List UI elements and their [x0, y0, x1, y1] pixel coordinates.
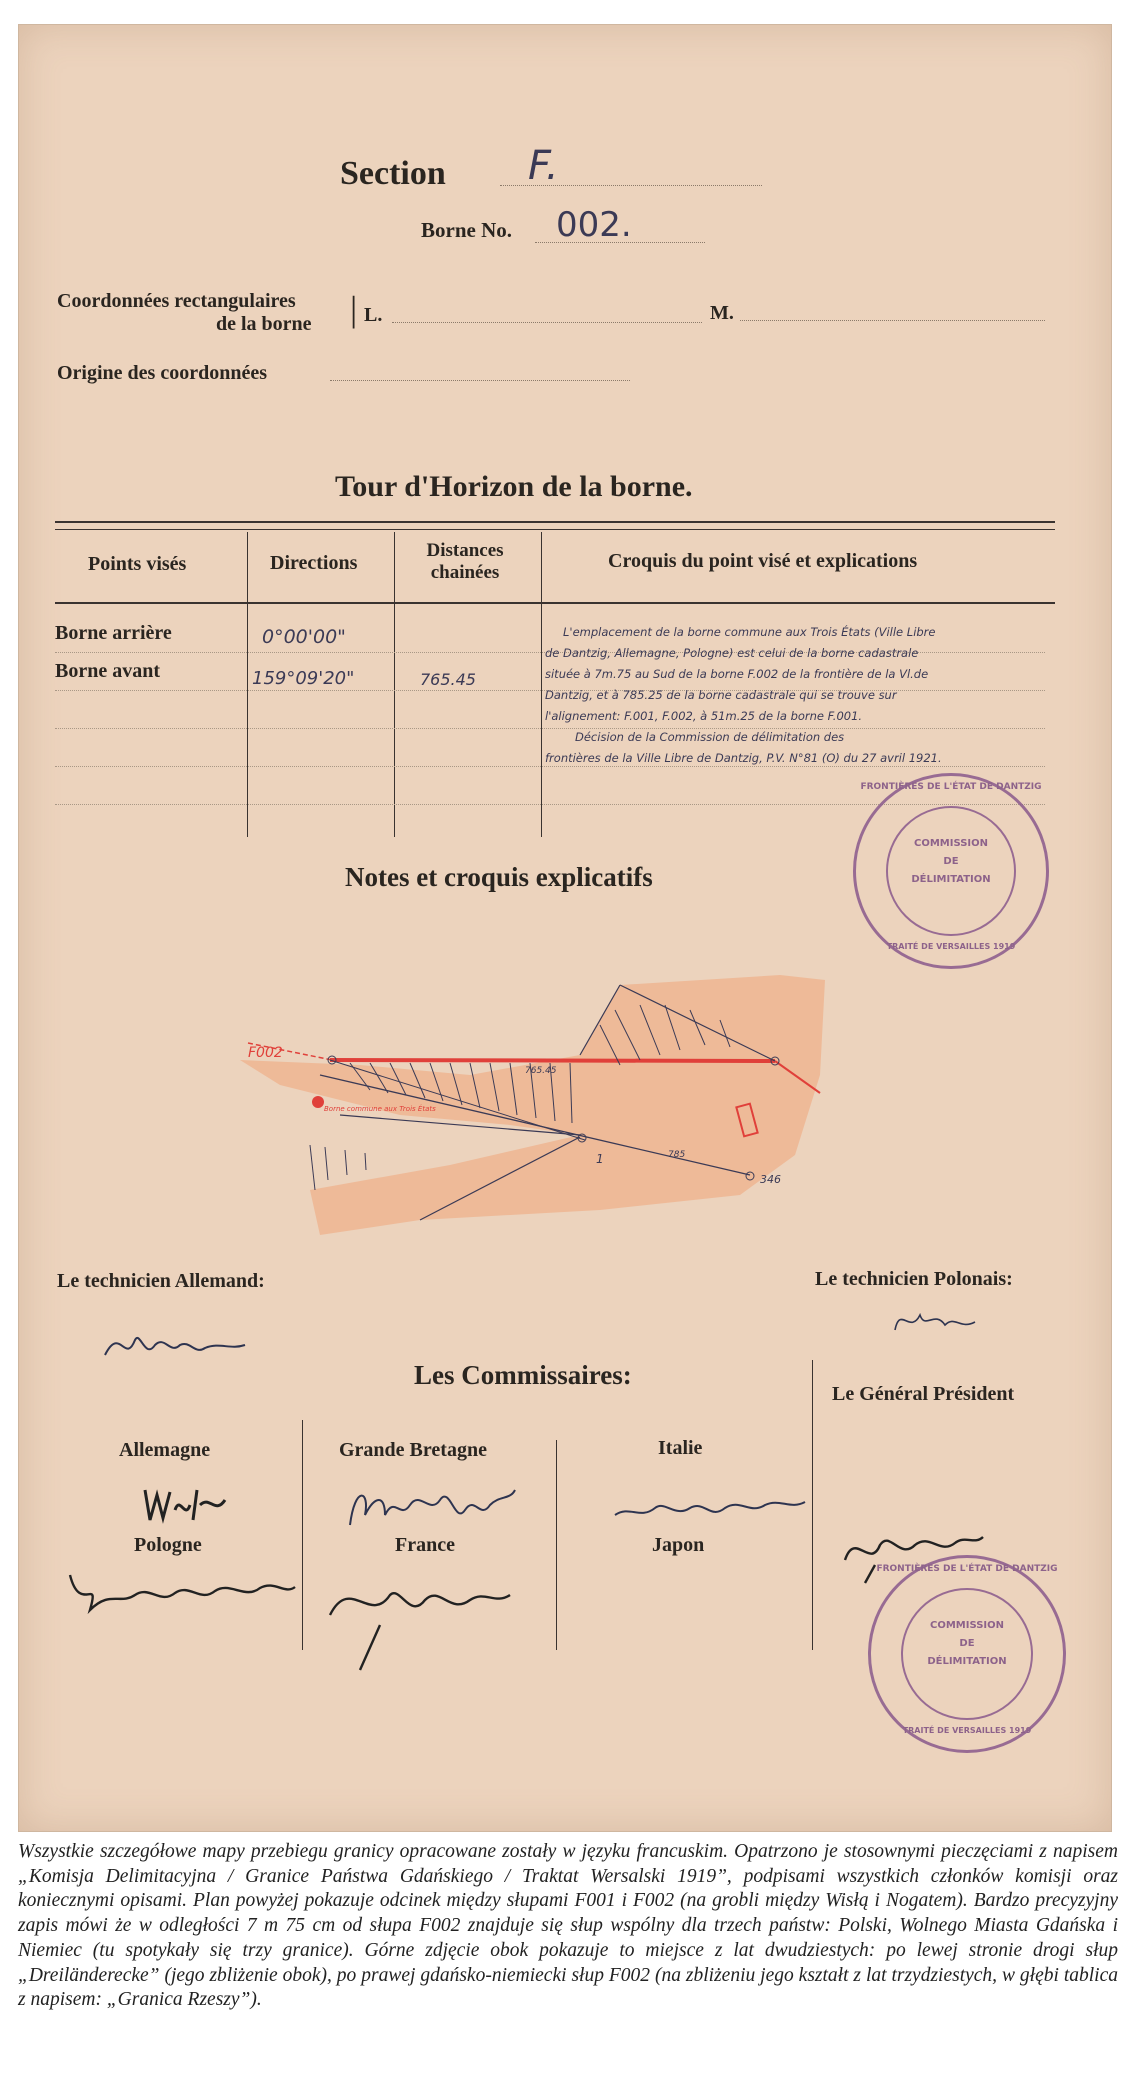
signature-tech-pl	[890, 1300, 980, 1340]
caption: Wszystkie szczegółowe mapy przebiegu granicy opracowane zostały w języku francuskim. Opatrzono je stosownymi pieczęciami z napisem „Komisja Delimitacyjna / Granice Państwa Gdańskiego / Traktat Wersalski 1919”, podpisami wszystkich członków komisji oraz koniecznymi opisami. Plan powyżej pokazuje odcinek między słupami F001 i F002 (na grobli między Wisłą i Nogatem). Bardzo precyzyjny zapis mówi że w odległości 7 m 75 cm od słupa F002 znajduje się słup wspólny dla trzech państw: Polski, Wolnego Miasta Gdańska i Niemiec (tu spotykały się trzy granice). Górne zdjęcie obok pokazuje to miejsce z lat dwudziestych: po lewej stronie drogi słup „Dreiländerecke” (jego zbliżenie obok), po prawej gdańsko-niemiecki słup F002 (na zbliżeniu jego kształt z lat trzydziestych, w głębi tablica z napisem: „Granica Rzeszy”).	[18, 1841, 1118, 2011]
signature-pologne	[60, 1555, 300, 1625]
explanation-line: située à 7m.75 au Sud de la borne F.002 de la frontière de la Vl.de	[545, 667, 929, 681]
explanation-line: Décision de la Commission de délimitation des	[575, 730, 845, 744]
borne-value: 002.	[556, 205, 632, 245]
notes-title: Notes et croquis explicatifs	[345, 862, 653, 892]
table-vline-1	[247, 532, 248, 837]
section-dotline	[500, 185, 762, 186]
stamp-top-center-1: COMMISSION	[913, 838, 988, 849]
col-header-distances: Distances chainées	[426, 540, 504, 583]
stamp-bottom-center-1: COMMISSION	[929, 1620, 1004, 1631]
origin-dotline	[330, 380, 630, 381]
stamp-top-ring: FRONTIÈRES DE L'ÉTAT DE DANTZIG	[860, 782, 1042, 792]
sketch-map	[220, 965, 840, 1250]
explanation-line: de Dantzig, Allemagne, Pologne) est celui de la borne cadastrale	[545, 646, 919, 660]
table-header-rule	[55, 602, 1055, 604]
col-header-points: Points visés	[88, 553, 187, 575]
tech-pl-label: Le technicien Polonais:	[815, 1268, 1013, 1290]
tech-de-label: Le technicien Allemand:	[57, 1270, 265, 1292]
stamp-bottom-ring: FRONTIÈRES DE L'ÉTAT DE DANTZIG	[876, 1564, 1058, 1574]
coords-m-dotline	[740, 320, 1045, 321]
country-france: France	[395, 1534, 455, 1556]
coords-label-1: Coordonnées rectangulaires	[57, 290, 296, 312]
coords-brace: |	[350, 289, 358, 329]
signature-tech-de	[100, 1320, 250, 1370]
origin-label: Origine des coordonnées	[57, 362, 267, 384]
sketch-label-d1: 765.45	[525, 1066, 557, 1076]
section-label: Section	[340, 155, 446, 192]
explanation-line: L'emplacement de la borne commune aux Trois États (Ville Libre	[563, 625, 936, 639]
signature-france	[320, 1565, 520, 1675]
tour-title: Tour d'Horizon de la borne.	[335, 470, 693, 503]
stamp-bottom-center-2: DE	[959, 1638, 975, 1649]
section-value: F.	[528, 143, 559, 189]
explanation-line: l'alignement: F.001, F.002, à 51m.25 de la borne F.001.	[545, 709, 863, 723]
sketch-red-line	[330, 1060, 775, 1061]
stamp-top-bottom: TRAITÉ DE VERSAILLES 1919	[886, 942, 1016, 951]
explanation-line: Dantzig, et à 785.25 de la borne cadastrale qui se trouve sur	[545, 688, 897, 702]
table-top-rule-2	[55, 529, 1055, 530]
sketch-label-d2: 785	[668, 1150, 686, 1160]
col-header-croquis: Croquis du point visé et explications	[608, 550, 918, 572]
stamp-bottom	[868, 1555, 1066, 1753]
stamp-bottom-bottom: TRAITÉ DE VERSAILLES 1919	[902, 1726, 1032, 1735]
sketch-borne-commune-marker	[312, 1096, 324, 1108]
signature-italie	[610, 1480, 810, 1530]
explanation-text	[545, 622, 1105, 769]
stamp-top	[853, 773, 1049, 969]
col-header-directions: Directions	[270, 552, 358, 574]
row-direction-1: 0°00'00"	[262, 626, 346, 648]
sig-vline-2	[556, 1440, 557, 1650]
stamp-top-center-3: DÉLIMITATION	[911, 874, 991, 885]
table-vline-2	[394, 532, 395, 837]
borne-label: Borne No.	[421, 218, 512, 242]
sketch-label-borne-commune: Borne commune aux Trois États	[324, 1105, 436, 1113]
row-point-1: Borne arrière	[55, 622, 172, 644]
sketch-label-346: 346	[760, 1173, 781, 1186]
coords-m: M.	[710, 302, 734, 324]
signature-allemagne	[135, 1480, 235, 1530]
sketch-label-f002: F002	[248, 1045, 283, 1061]
country-italie: Italie	[658, 1437, 703, 1459]
sig-vline-1	[302, 1420, 303, 1650]
stamp-bottom-center-3: DÉLIMITATION	[927, 1656, 1007, 1667]
table-vline-3	[541, 532, 542, 837]
coords-l: L.	[364, 304, 383, 326]
country-grande-bretagne: Grande Bretagne	[339, 1439, 487, 1461]
table-top-rule	[55, 521, 1055, 523]
sig-vline-general	[812, 1360, 813, 1650]
borne-dotline	[535, 242, 705, 243]
coords-l-dotline	[392, 322, 702, 323]
explanation-line: frontières de la Ville Libre de Dantzig, P.V. N°81 (O) du 27 avril 1921.	[545, 751, 942, 765]
stamp-top-center-2: DE	[943, 856, 959, 867]
country-pologne: Pologne	[134, 1534, 202, 1556]
country-japon: Japon	[652, 1534, 705, 1556]
row-distance-2: 765.45	[420, 670, 476, 689]
row-point-2: Borne avant	[55, 660, 160, 682]
row-direction-2: 159°09'20"	[252, 668, 355, 689]
signature-grande-bretagne	[340, 1475, 520, 1545]
general-label: Le Général Président	[832, 1383, 1015, 1405]
sketch-label-point-1: 1	[596, 1152, 604, 1166]
coords-label-2: de la borne	[216, 313, 312, 335]
country-allemagne: Allemagne	[119, 1439, 211, 1461]
commissaires-title: Les Commissaires:	[414, 1360, 632, 1390]
